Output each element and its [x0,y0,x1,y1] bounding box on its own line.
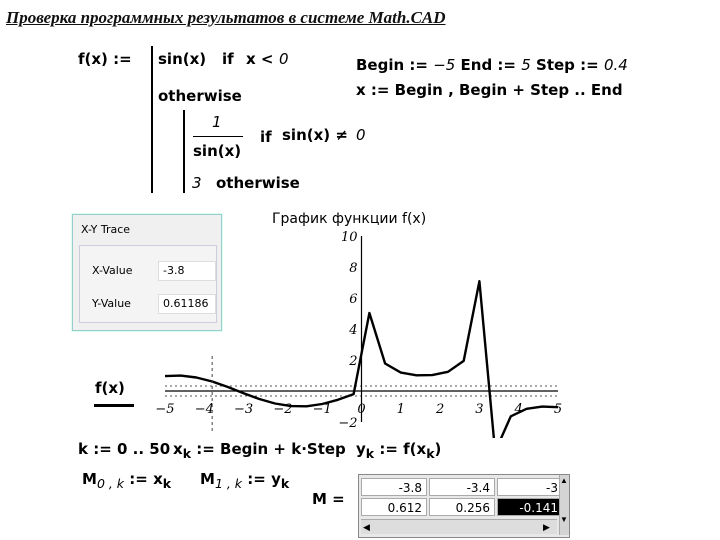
x-tick-label: 3 [475,402,484,417]
x-value-label: X-Value [92,264,133,277]
xk-lhs: x [173,440,183,458]
function-name: f(x) := [78,50,132,68]
m0-rhs: := x [129,470,163,488]
matrix-cell[interactable]: -3.8 [361,478,427,496]
yk-rhs-end: ) [434,440,442,458]
matrix-label: M = [312,490,345,508]
matrix-cell[interactable]: -3 [497,478,563,496]
yk-def [356,440,441,461]
m1-rhs-sub: k [280,476,290,491]
inner-else-val: 3 [192,174,202,192]
m1-sub: 1 , k [214,476,243,491]
inner-cond-val: 0 [356,126,366,144]
k-def: k := 0 .. 50 [78,440,171,458]
scroll-up-icon[interactable]: ▲ [560,476,568,485]
scroll-down-icon[interactable]: ▼ [560,515,568,524]
matrix-cell[interactable]: -3.4 [429,478,495,496]
trace-title: X-Y Trace [81,223,131,236]
x-tick-label: 5 [553,402,563,417]
begin-value: −5 [433,56,456,74]
vertical-scrollbar[interactable] [559,475,569,535]
m0-def [82,470,171,491]
x-tick-label: 2 [435,402,445,417]
matrix-cell[interactable]: 0.612 [361,498,427,516]
matrix-table[interactable] [358,474,570,538]
x-tick-label: 0 [357,402,366,417]
scroll-right-icon[interactable]: ▶ [543,522,550,532]
m0-lhs: M [82,470,97,488]
m1-def [200,470,289,491]
function-plot[interactable] [150,228,580,438]
inner-denominator: sin(x) [193,142,242,160]
x-value-field[interactable]: -3.8 [158,261,216,281]
inner-cond: sin(x) ≠ [282,126,348,144]
m1-lhs: M [200,470,215,488]
begin-def [356,56,628,74]
step-label: Step := [536,56,599,74]
page-title: Проверка программных результатов в системе Math.CAD [6,8,446,27]
y-tick-label: 8 [349,261,358,276]
x-tick-label: 4 [514,402,523,417]
plot-axes [165,236,558,422]
m0-rhs-sub: k [162,476,172,491]
y-tick-label: −2 [338,416,358,431]
matrix-cell[interactable]: 0.256 [429,498,495,516]
inner-numerator: 1 [212,113,222,131]
inner-if: if [260,128,272,146]
yk-rhs: := f(x [379,440,427,458]
xk-rhs: := Begin + k·Step [196,440,346,458]
y-tick-label: 6 [349,292,358,307]
yk-lhs: y [356,440,366,458]
y-tick-label: 10 [340,230,358,245]
begin-label: Begin := [356,56,428,74]
legend-label: f(x) [95,379,125,397]
x-tick-label: −4 [194,402,214,417]
yk-sub: k [365,446,375,461]
plot-ticks [155,230,562,431]
fraction-line [193,136,243,137]
x-tick-label: −2 [273,402,293,417]
k-range-def [78,440,170,458]
chart-title: График функции f(x) [272,211,427,227]
y-tick-label: 2 [349,354,358,369]
end-value: 5 [521,56,531,74]
inner-otherwise: otherwise [216,174,300,192]
y-value-label: Y-Value [92,297,131,310]
x-tick-label: 1 [396,402,405,417]
yk-rhs-sub: k [426,446,435,461]
branch1-if: if [222,50,234,68]
y-value-field[interactable]: 0.61186 [158,294,216,314]
branch2-otherwise: otherwise [158,87,242,105]
inner-program-bar [183,110,185,193]
m1-rhs: := y [247,470,281,488]
branch1-cond-val: 0 [279,50,289,68]
xk-sub: k [182,446,192,461]
x-tick-label: −3 [234,402,254,417]
legend-line [94,404,134,407]
scroll-left-icon[interactable]: ◀ [363,522,370,532]
x-tick-label: −1 [312,402,332,417]
branch1-expr: sin(x) [158,50,207,68]
end-label: End := [460,56,516,74]
x-tick-label: −5 [155,402,175,417]
x-range-def: x := Begin , Begin + Step .. End [356,81,623,99]
horizontal-scrollbar[interactable] [361,519,557,534]
xk-def [173,440,346,461]
branch1-cond: x < [246,50,274,68]
m0-sub: 0 , k [96,476,125,491]
matrix-cell-selected[interactable]: -0.141 [497,498,563,516]
y-tick-label: 4 [349,323,358,338]
step-value: 0.4 [603,56,628,74]
program-bar [151,46,153,193]
